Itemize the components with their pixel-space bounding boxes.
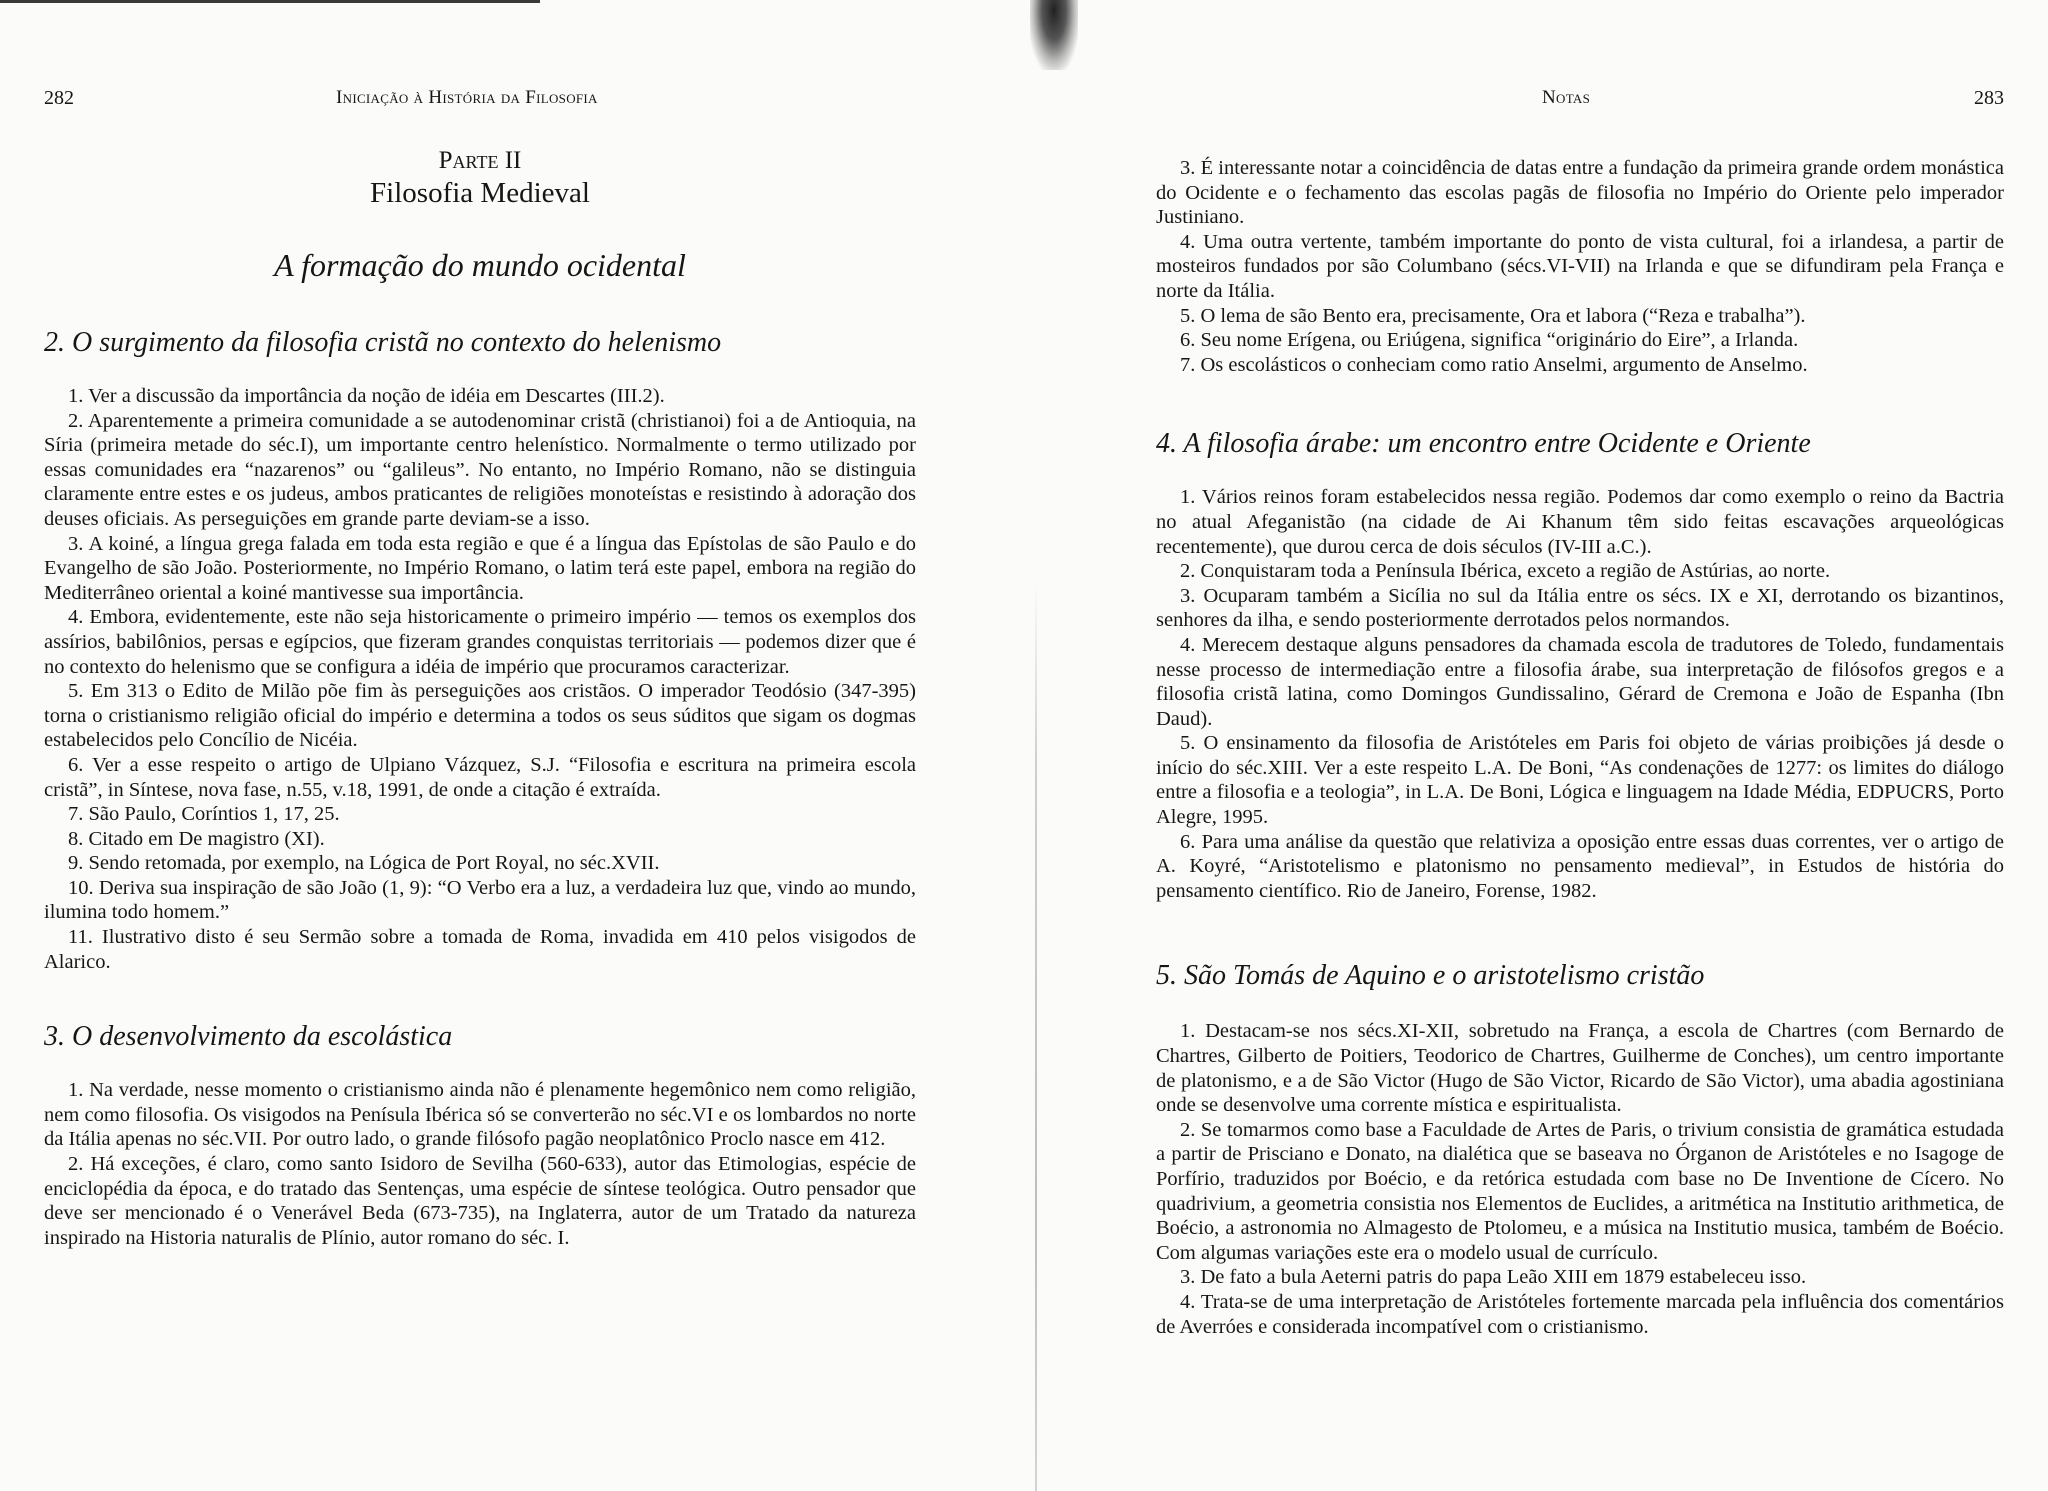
section-heading: 2. O surgimento da filosofia cristã no contexto do helenismo bbox=[44, 327, 722, 358]
note: 2. Há exceções, é claro, como santo Isidoro de Sevilha (560-633), autor das Etimologias, espécie de enciclopédia da época, e do tratado das Sentenças, uma espécie de síntese teológica. Outro pensador que deve ser mencionado é o Venerável Beda (673-735), na Inglaterra, autor de um Tratado da natureza inspirado na Historia naturalis de Plínio, autor romano do séc. I. bbox=[44, 1153, 916, 1249]
left-page-body bbox=[44, 146, 916, 1250]
binding-shadow bbox=[1030, 0, 1078, 70]
note: 1. Vários reinos foram estabelecidos nessa região. Podemos dar como exemplo o reino da Bactria no atual Afeganistão (na cidade de Ai Khanum têm sido feitas escavações arqueológicas recentemente), que durou cerca de dois séculos (IV-III a.C.). bbox=[1156, 486, 2004, 558]
note: 8. Citado em De magistro (XI). bbox=[68, 827, 325, 850]
note: 7. Os escolásticos o conheciam como ratio Anselmi, argumento de Anselmo. bbox=[1180, 353, 1808, 376]
page-number: 283 bbox=[1974, 87, 2004, 109]
note: 11. Ilustrativo disto é seu Sermão sobre a tomada de Roma, invadida em 410 pelos visigodos de Alarico. bbox=[44, 926, 916, 973]
note: 4. Merecem destaque alguns pensadores da chamada escola de tradutores de Toledo, fundamentais nesse processo de intermediação entre a filosofia árabe, sua interpretação de filósofos gregos e a filosofia cristã latina, como Domingos Gundissalino, Gérard de Cremona e João de Espanha (Ibn Daud). bbox=[1156, 633, 2004, 730]
part-label: Parte II bbox=[438, 147, 522, 174]
note: 3. É interessante notar a coincidência de datas entre a fundação da primeira grande ordem monástica do Ocidente e o fechamento das escolas pagãs de filosofia no Império do Oriente pelo imperador Justiniano. bbox=[1156, 157, 2004, 229]
part-title: Filosofia Medieval bbox=[370, 177, 590, 209]
note: 4. Uma outra vertente, também importante do ponto de vista cultural, foi a irlandesa, a partir de mosteiros fundados por são Columbano (sécs.VI-VII) na Irlanda e que se difundiram pela França e norte da Itália. bbox=[1156, 230, 2004, 302]
note: 3. De fato a bula Aeterni patris do papa Leão XIII em 1879 estabeleceu isso. bbox=[1180, 1266, 1807, 1289]
note: 6. Ver a esse respeito o artigo de Ulpiano Vázquez, S.J. “Filosofia e escritura na primeira escola cristã”, in Síntese, nova fase, n.55, v.18, 1991, de onde a citação é extraída. bbox=[44, 753, 916, 801]
running-header bbox=[1156, 86, 2004, 110]
note: 5. O lema de são Bento era, precisamente, Ora et labora (“Reza e trabalha”). bbox=[1180, 304, 1806, 327]
note: 1. Na verdade, nesse momento o cristianismo ainda não é plenamente hegemônico nem como religião, nem como filosofia. Os visigodos na Penísula Ibérica só se converterão no séc.VI e os lombardos no norte da Itália apenas no séc.VII. Por outro lado, o grande filósofo pagão neoplatônico Proclo nasce em 412. bbox=[44, 1079, 916, 1151]
running-head-title: Notas bbox=[1542, 87, 1591, 108]
note: 10. Deriva sua inspiração de são João (1, 9): “O Verbo era a luz, a verdadeira luz que, vindo ao mundo, ilumina todo homem.” bbox=[44, 876, 916, 924]
note: 4. Embora, evidentemente, este não seja historicamente o primeiro império — temos os exemplos dos assírios, babilônios, persas e egípcios, que fizeram grandes conquistas territoriais — podemos dizer que é no contexto do helenismo que se configura a idéia de império que procuramos caracterizar. bbox=[44, 606, 916, 678]
note: 2. Se tomarmos como base a Faculdade de Artes de Paris, o trivium consistia de gramática estudada a partir de Prisciano e Donato, na dialética que se baseava no Órganon de Aristóteles e no Isagoge de Porfírio, traduzidos por Boécio, e da retórica estudada com base no De Inventione de Cícero. No quadrivium, a geometria consistia nos Elementos de Euclides, a aritmética na Institutio arithmetica, de Boécio, a astronomia no Almagesto de Ptolomeu, e a música na Institutio musica, também de Boécio. Com algumas variações este era o modelo usual de currículo. bbox=[1156, 1118, 2004, 1264]
note: 5. O ensinamento da filosofia de Aristóteles em Paris foi objeto de várias proibições já desde o início do séc.XIII. Ver a este respeito L.A. De Boni, “As condenações de 1277: os limites do diálogo entre a filosofia e a teologia”, in L.A. De Boni, Lógica e linguagem na Idade Média, EDPUCRS, Porto Alegre, 1995. bbox=[1156, 732, 2004, 829]
note: 1. Ver a discussão da importância da noção de idéia em Descartes (III.2). bbox=[68, 385, 665, 407]
right-page bbox=[1156, 0, 2004, 1491]
book-gutter bbox=[1035, 580, 1037, 1491]
section-heading: 3. O desenvolvimento da escolástica bbox=[44, 1021, 453, 1053]
page-number: 282 bbox=[44, 87, 74, 109]
note: 2. Aparentemente a primeira comunidade a se autodenominar cristã (christianoi) foi a de Antioquia, na Síria (primeira metade do séc.I), um importante centro helenístico. Normalmente o termo utilizado por essas comunidades era “nazarenos” ou “galileus”. No entanto, no Império Romano, não se distinguia claramente entre estes e os judeus, ambos praticantes de religiões monoteístas e resistindo à adoração dos deuses oficiais. As perseguições em grande parte deviam-se a isso. bbox=[44, 409, 916, 530]
section-heading: 4. A filosofia árabe: um encontro entre Ocidente e Oriente bbox=[1156, 428, 1811, 460]
note: 1. Destacam-se nos sécs.XI-XII, sobretudo na França, a escola de Chartres (com Bernardo de Chartres, Gilberto de Poitiers, Teodorico de Chartres, Guilherme de Conches), um centro importante de platonismo, e a de São Victor (Hugo de São Victor, Ricardo de São Victor), uma abadia agostiniana onde se desenvolve uma corrente mística e espiritualista. bbox=[1156, 1020, 2004, 1117]
note: 7. São Paulo, Coríntios 1, 17, 25. bbox=[68, 803, 340, 826]
left-page bbox=[44, 0, 916, 1491]
right-page-body bbox=[1156, 156, 2004, 1339]
running-head-title: Iniciação à História da Filosofia bbox=[336, 87, 598, 108]
note: 9. Sendo retomada, por exemplo, na Lógica de Port Royal, no séc.XVII. bbox=[68, 852, 660, 875]
note: 2. Conquistaram toda a Península Ibérica, exceto a região de Astúrias, ao norte. bbox=[1180, 560, 1831, 583]
note: 3. Ocuparam também a Sicília no sul da Itália entre os sécs. IX e XI, derrotando os bizantinos, senhores da ilha, e sendo posteriormente derrotados pelos normandos. bbox=[1156, 584, 2004, 632]
note: 6. Para uma análise da questão que relativiza a oposição entre essas duas correntes, ver o artigo de A. Koyré, “Aristotelismo e platonismo no pensamento medieval”, in Estudos de história do pensamento científico. Rio de Janeiro, Forense, 1982. bbox=[1156, 830, 2004, 902]
chapter-title: A formação do mundo ocidental bbox=[274, 247, 686, 283]
note: 6. Seu nome Erígena, ou Eriúgena, significa “originário do Eire”, a Irlanda. bbox=[1180, 329, 1799, 352]
running-header bbox=[44, 86, 916, 110]
note: 4. Trata-se de uma interpretação de Aristóteles fortemente marcada pela influência dos comentários de Averróes e considerada incompatível com o cristianismo. bbox=[1156, 1290, 2004, 1338]
note: 3. A koiné, a língua grega falada em toda esta região e que é a língua das Epístolas de são Paulo e do Evangelho de são João. Posteriormente, no Império Romano, o latim terá este papel, embora na região do Mediterrâneo oriental a koiné mantivesse sua importância. bbox=[44, 532, 916, 604]
section-heading: 5. São Tomás de Aquino e o aristotelismo cristão bbox=[1156, 960, 1705, 992]
note: 5. Em 313 o Edito de Milão põe fim às perseguições aos cristãos. O imperador Teodósio (347-395) torna o cristianismo religião oficial do império e determina a todos os seus súditos que sigam os dogmas estabelecidos pelo Concílio de Nicéia. bbox=[44, 680, 916, 752]
